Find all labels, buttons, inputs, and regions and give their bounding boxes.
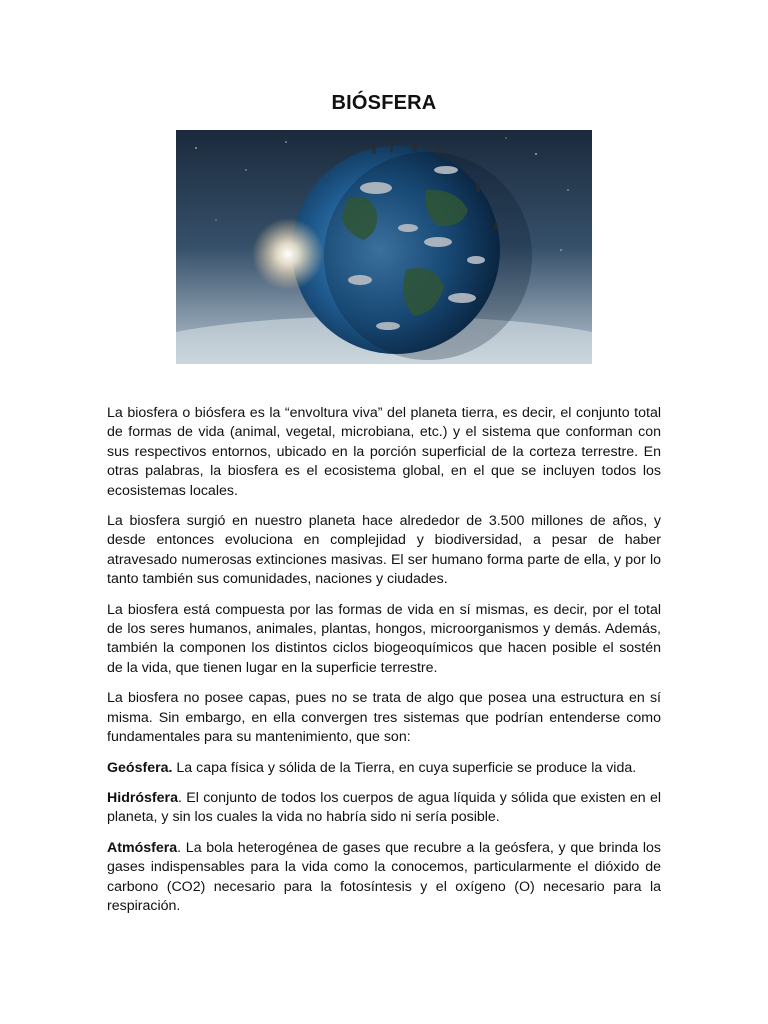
definition-text: La capa física y sólida de la Tierra, en cuya superficie se produce la vida. xyxy=(172,759,637,776)
definition-term: Atmósfera xyxy=(107,839,178,856)
sun-flare xyxy=(252,218,324,290)
earth-illustration xyxy=(176,130,592,364)
definition-text: . La bola heterogénea de gases que recubre a la geósfera, y que brinda los gases indispensables para la vida como la conocemos, particularmente el dióxido de carbono (CO2) necesario para la fotosíntesis y el oxígeno (O) necesario para la respiración. xyxy=(107,839,661,914)
paragraph: La biosfera está compuesta por las formas de vida en sí mismas, es decir, por el total de los seres humanos, animales, plantas, hongos, microorganismos y demás. Además, también la componen los distintos ciclos biogeoquímicos que hacen posible el sostén de la vida, que tienen lugar en la superficie terrestre. xyxy=(107,601,661,676)
body-text xyxy=(107,404,661,927)
definition-text: . El conjunto de todos los cuerpos de agua líquida y sólida que existen en el planeta, y sin los cuales la vida no habría sido ni sería posible. xyxy=(107,789,661,826)
globe-shadow xyxy=(324,152,532,360)
page-title: BIÓSFERA xyxy=(331,92,437,114)
definition-term: Hidrósfera xyxy=(107,789,178,806)
definition-term: Geósfera. xyxy=(107,759,173,776)
paragraph: La biosfera no posee capas, pues no se trata de algo que posea una estructura en sí misma. Sin embargo, en ella convergen tres sistemas que podrían entenderse como fundamentales para su mantenimiento, que son: xyxy=(107,690,661,746)
definition-geosfera xyxy=(107,759,661,778)
definition-hidrosfera xyxy=(107,789,661,828)
paragraph: La biosfera surgió en nuestro planeta hace alrededor de 3.500 millones de años, y desde entonces evoluciona en complejidad y biodiversidad, a pesar de haber atravesado numerosas extinciones masivas. El ser humano forma parte de ella, y por lo tanto también sus comunidades, naciones y ciudades. xyxy=(107,513,661,588)
definition-atmosfera xyxy=(107,839,661,917)
paragraph: La biosfera o biósfera es la “envoltura viva” del planeta tierra, es decir, el conjunto total de formas de vida (animal, vegetal, microbiana, etc.) y el sistema que conforman con sus respectivos entornos, ubicado en la porción superficial de la corteza terrestre. En otras palabras, la biosfera es el ecosistema global, en el que se incluyen todos los ecosistemas locales. xyxy=(107,405,661,499)
